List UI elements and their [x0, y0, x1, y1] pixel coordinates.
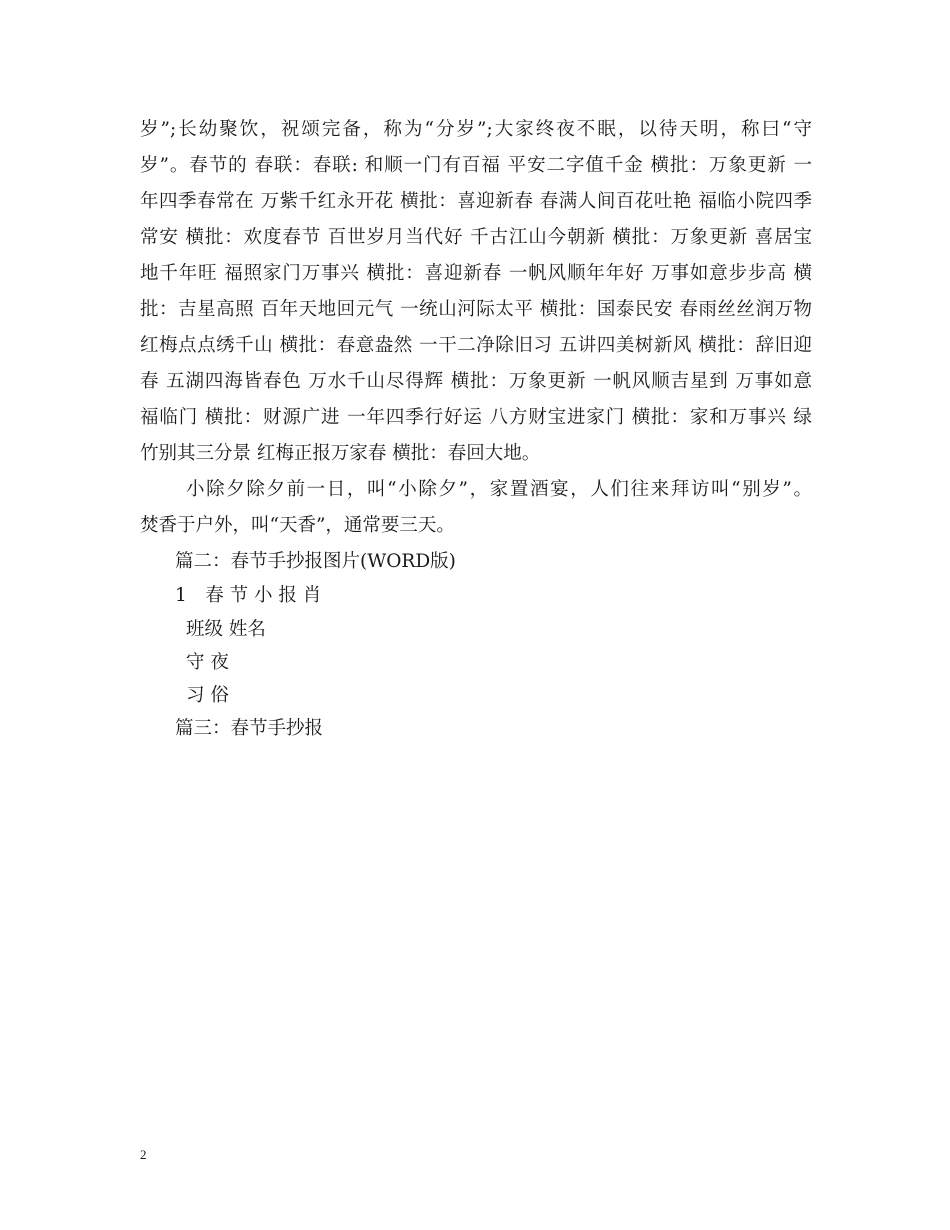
- list-item: 习 俗: [186, 685, 229, 706]
- paragraph-line: 岁”;长幼聚饮，祝颂完备，称为“分岁”;大家终夜不眠，以待天明，称曰“守: [140, 119, 812, 140]
- list-item: 1 春 节 小 报 肖: [175, 585, 322, 606]
- paragraph-line: 竹别其三分景 红梅正报万家春 横批：春回大地。: [140, 443, 541, 464]
- paragraph-line: 焚香于户外，叫“天香”，通常要三天。: [140, 515, 455, 536]
- paragraph-line-indented: 小除夕除夕前一日，叫“小除夕”，家置酒宴，人们往来拜访叫“别岁”。: [186, 479, 812, 500]
- paragraph-line: 福临门 横批：财源广进 一年四季行好运 八方财宝进家门 横批：家和万事兴 绿: [140, 407, 812, 428]
- paragraph-line: 春 五湖四海皆春色 万水千山尽得辉 横批：万象更新 一帆风顺吉星到 万事如意: [140, 371, 812, 392]
- section-title: 篇二：春节手抄报图片(WORD版): [175, 551, 456, 572]
- section-title: 篇三：春节手抄报: [175, 718, 324, 739]
- paragraph-line: 地千年旺 福照家门万事兴 横批：喜迎新春 一帆风顺年年好 万事如意步步高 横: [140, 263, 812, 284]
- paragraph-line: 岁”。春节的 春联：春联: 和顺一门有百福 平安二字值千金 横批：万象更新 一: [140, 155, 812, 176]
- paragraph-line: 红梅点点绣千山 横批：春意盎然 一干二净除旧习 五讲四美树新风 横批：辞旧迎: [140, 335, 812, 356]
- paragraph-line: 批：吉星高照 百年天地回元气 一统山河际太平 横批：国泰民安 春雨丝丝润万物: [140, 299, 812, 320]
- list-item: 班级 姓名: [186, 619, 266, 640]
- page-number: 2: [140, 1147, 147, 1162]
- paragraph-line: 年四季春常在 万紫千红永开花 横批：喜迎新春 春满人间百花吐艳 福临小院四季: [140, 191, 812, 212]
- list-item: 守 夜: [186, 652, 229, 673]
- paragraph-line: 常安 横批：欢度春节 百世岁月当代好 千古江山今朝新 横批：万象更新 喜居宝: [140, 227, 812, 248]
